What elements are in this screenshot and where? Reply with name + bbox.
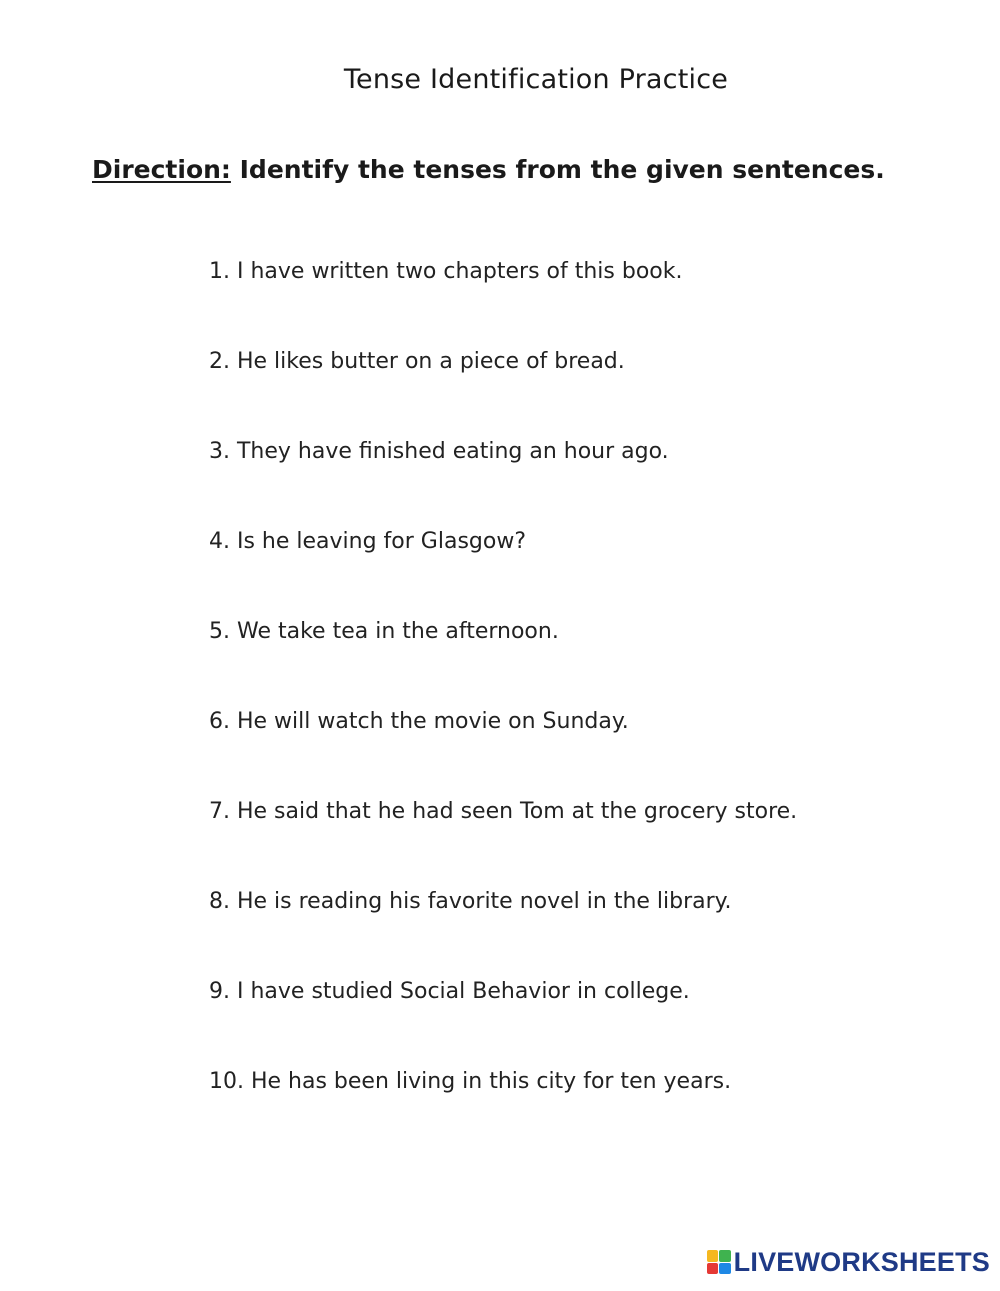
question-item: 2. He likes butter on a piece of bread. (209, 349, 625, 374)
direction-text: Identify the tenses from the given sentences. (230, 155, 885, 184)
direction-line (92, 155, 885, 184)
logo-text: LIVEWORKSHEETS (733, 1246, 990, 1277)
question-item: 10. He has been living in this city for ten years. (209, 1069, 732, 1094)
question-item: 3. They have finished eating an hour ago. (209, 439, 669, 464)
question-item: 1. I have written two chapters of this book. (209, 259, 683, 284)
question-item: 8. He is reading his favorite novel in the library. (209, 889, 732, 914)
question-item: 4. Is he leaving for Glasgow? (209, 529, 527, 554)
logo-block (719, 1263, 731, 1275)
logo-block (707, 1250, 719, 1262)
question-item: 7. He said that he had seen Tom at the grocery store. (209, 799, 798, 824)
logo-block (719, 1250, 731, 1262)
question-item: 5. We take tea in the afternoon. (209, 619, 559, 644)
logo-block (707, 1263, 719, 1275)
question-item: 9. I have studied Social Behavior in college. (209, 979, 690, 1004)
liveworksheets-logo[interactable] (707, 1247, 990, 1277)
logo-blocks-icon (707, 1250, 731, 1274)
question-item: 6. He will watch the movie on Sunday. (209, 709, 629, 734)
worksheet-title: Tense Identification Practice (343, 64, 729, 95)
question-list (209, 259, 797, 1159)
direction-label: Direction: (92, 155, 231, 184)
